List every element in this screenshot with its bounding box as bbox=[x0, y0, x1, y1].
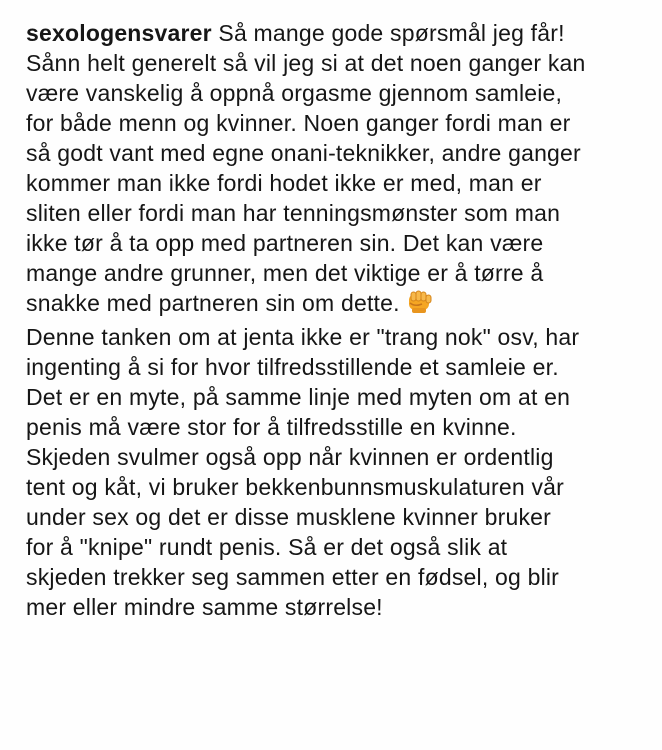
username-link[interactable]: sexologensvarer bbox=[26, 20, 212, 46]
paragraph-line: under sex og det er disse musklene kvinner bruker bbox=[26, 504, 552, 530]
paragraph-line: ikke tør å ta opp med partneren sin. Det kan være bbox=[26, 230, 544, 256]
paragraph-line: Denne tanken om at jenta ikke er "trang nok" osv, har bbox=[26, 324, 580, 350]
paragraph-line: kommer man ikke fordi hodet ikke er med, man er bbox=[26, 170, 542, 196]
paragraph-line: Sånn helt generelt så vil jeg si at det noen ganger kan bbox=[26, 50, 586, 76]
caption-header bbox=[26, 18, 654, 48]
caption-paragraph-1 bbox=[26, 48, 654, 322]
paragraph-line: skjeden trekker seg sammen etter en fødsel, og blir bbox=[26, 564, 560, 590]
paragraph-line: så godt vant med egne onani-teknikker, andre ganger bbox=[26, 140, 581, 166]
paragraph-line: for å "knipe" rundt penis. Så er det også slik at bbox=[26, 534, 508, 560]
paragraph-line: penis må være stor for å tilfredsstille en kvinne. bbox=[26, 414, 517, 440]
paragraph-line: Skjeden svulmer også opp når kvinnen er ordentlig bbox=[26, 444, 554, 470]
paragraph-line: tent og kåt, vi bruker bekkenbunnsmuskulaturen vår bbox=[26, 474, 565, 500]
paragraph-line: for både menn og kvinner. Noen ganger fordi man er bbox=[26, 110, 571, 136]
paragraph-line: sliten eller fordi man har tenningsmønster som man bbox=[26, 200, 561, 226]
caption-intro: Så mange gode spørsmål jeg får! bbox=[218, 20, 565, 46]
paragraph-line-text: snakke med partneren sin om dette. bbox=[26, 290, 400, 316]
paragraph-line: Det er en myte, på samme linje med myten om at en bbox=[26, 384, 571, 410]
paragraph-line-last bbox=[26, 288, 654, 322]
paragraph-line: mange andre grunner, men det viktige er å tørre å bbox=[26, 260, 544, 286]
paragraph-line: mer eller mindre samme størrelse! bbox=[26, 594, 383, 620]
oncoming-fist-icon bbox=[406, 289, 434, 322]
caption-paragraph-2 bbox=[26, 322, 654, 442]
paragraph-line: ingenting å si for hvor tilfredsstillende et samleie er. bbox=[26, 354, 559, 380]
paragraph-line: være vanskelig å oppnå orgasme gjennom samleie, bbox=[26, 80, 563, 106]
caption-paragraph-3 bbox=[26, 442, 654, 622]
post-caption bbox=[26, 18, 654, 622]
